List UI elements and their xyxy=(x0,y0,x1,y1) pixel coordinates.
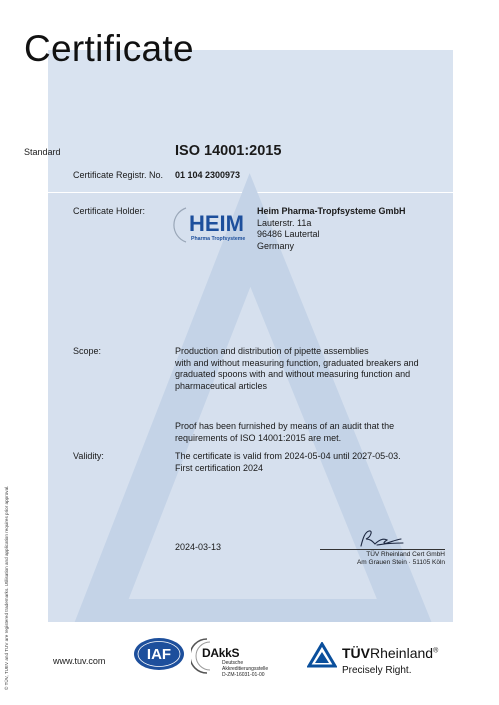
dakks-line: Akkreditierungsstelle xyxy=(222,666,269,672)
validity-line: First certification 2024 xyxy=(175,462,264,473)
holder-address xyxy=(257,206,406,252)
scope-line: with and without measuring function, graduated breakers and xyxy=(175,357,419,368)
proof-text xyxy=(175,421,394,444)
holder-street: Lauterstr. 11a xyxy=(257,217,312,228)
holder-city: 96486 Lautertal xyxy=(257,229,320,239)
registration-value: 01 104 2300973 xyxy=(175,170,241,180)
standard-label: Standard xyxy=(24,147,61,157)
tuv-brand-rest: Rheinland xyxy=(370,645,434,661)
scope-line: graduated spoons with and without measuring function and xyxy=(175,369,411,379)
holder-country: Germany xyxy=(257,240,295,251)
dakks-line: Deutsche xyxy=(222,660,244,666)
heim-logo-text: HEIM xyxy=(189,211,244,236)
certificate-title: Certificate xyxy=(24,28,194,69)
dakks-word: DAkkS xyxy=(202,646,240,660)
footer-url: www.tuv.com xyxy=(53,656,106,666)
validity-text xyxy=(175,451,401,474)
scope-line: Production and distribution of pipette assemblies xyxy=(175,346,369,356)
issue-date: 2024-03-13 xyxy=(175,542,222,552)
validity-label: Validity: xyxy=(73,451,104,461)
dakks-text xyxy=(222,660,268,678)
tuv-triangle-icon xyxy=(307,642,337,668)
trademark-note: © TÜV, TUEV and TUV are registered trademarks. Utilisation and application requires prior approval. xyxy=(4,485,9,690)
tuv-registered: ® xyxy=(433,647,439,655)
tuv-brand-bold: TÜV xyxy=(342,645,370,661)
iaf-text: IAF xyxy=(146,646,172,663)
iaf-logo xyxy=(133,637,185,671)
signature xyxy=(357,528,407,550)
issuer-address: Am Grauen Stein · 51105 Köln xyxy=(356,559,445,566)
tuv-slogan: Precisely Right. xyxy=(342,665,412,676)
dakks-line: D-ZM-16031-01-00 xyxy=(222,672,265,678)
heim-logo-subtext: Pharma Tropfsysteme xyxy=(191,236,246,242)
proof-line: requirements of ISO 14001:2015 are met. xyxy=(175,432,342,443)
scope-text xyxy=(175,346,419,392)
heim-logo xyxy=(172,204,252,244)
signature-line xyxy=(320,549,445,550)
scope-line: pharmaceutical articles xyxy=(175,380,268,391)
registration-label: Certificate Registr. No. xyxy=(73,170,164,180)
validity-line: The certificate is valid from 2024-05-04 until 2027-05-03. xyxy=(175,451,401,461)
issuer-name: TÜV Rheinland Cert GmbH xyxy=(366,551,445,558)
scope-label: Scope: xyxy=(73,346,102,356)
proof-line: Proof has been furnished by means of an audit that the xyxy=(175,421,395,431)
holder-name: Heim Pharma-Tropfsysteme GmbH xyxy=(257,206,406,216)
issuer-block xyxy=(309,551,445,567)
holder-label: Certificate Holder: xyxy=(73,206,146,216)
standard-value: ISO 14001:2015 xyxy=(175,143,282,159)
tuv-brand xyxy=(342,645,438,661)
